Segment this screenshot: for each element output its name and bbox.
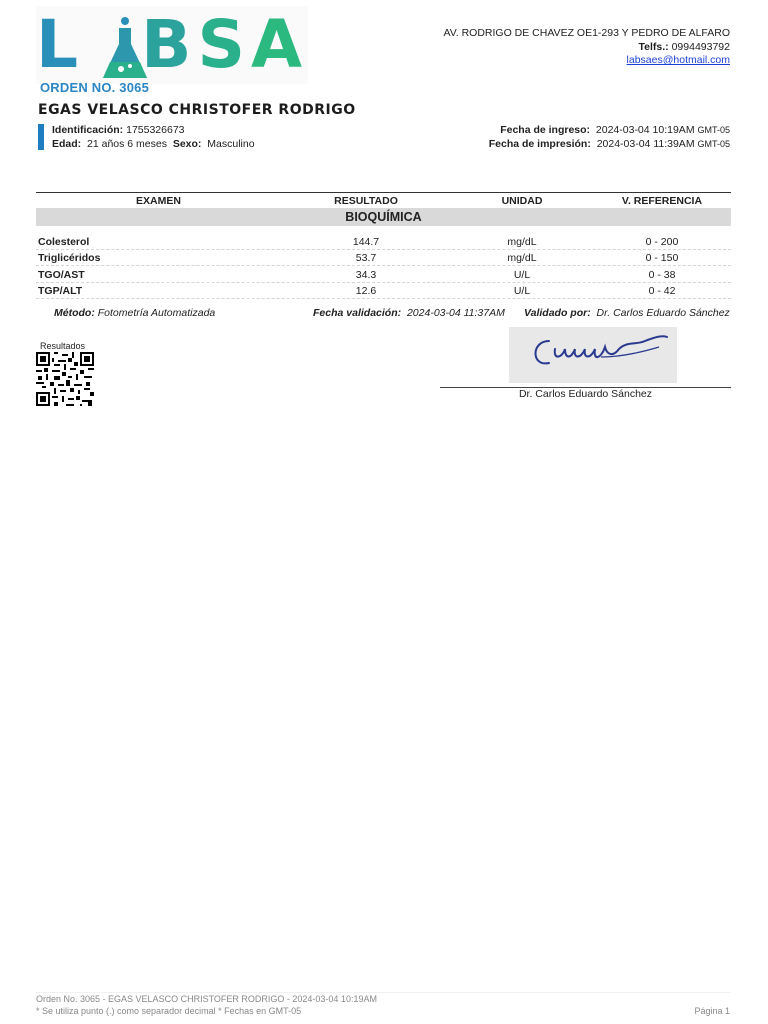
exam-unit: U/L [513,269,531,281]
id-label: Identificación: [52,124,124,136]
col-referencia: V. REFERENCIA [621,195,703,207]
method-label: Método: [54,307,95,319]
table-row [36,233,731,250]
accent-bar [38,124,44,150]
exam-result: 53.7 [355,252,377,264]
lab-address: AV. RODRIGO DE CHAVEZ OE1-293 Y PEDRO DE ALFARO [443,27,730,39]
impresion-tz: GMT-05 [697,138,730,149]
signature-image [509,327,677,383]
ingreso-label: Fecha de ingreso: [500,124,591,136]
method-info [54,307,215,319]
exam-unit: U/L [513,285,531,297]
exam-name: Triglicéridos [38,252,101,264]
lab-contact [443,27,730,68]
table-row [36,282,731,299]
exam-result: 144.7 [352,236,380,248]
sex-label: Sexo: [172,137,202,150]
col-examen: EXAMEN [136,195,181,207]
footer-line-1: Orden No. 3065 - EGAS VELASCO CHRISTOFER RODRIGO - 2024-03-04 10:19AM [36,994,377,1004]
table-header [36,192,731,209]
exam-name: TGO/AST [38,269,85,281]
exam-reference: 0 - 38 [648,269,676,281]
order-number: ORDEN NO. 3065 [40,80,150,95]
lab-logo: L BSA [36,6,309,83]
footer-line-2: * Se utiliza punto (.) como separador decimal * Fechas en GMT-05 [36,1005,302,1016]
email-link[interactable]: labsaes@hotmail.com [626,54,730,66]
phone-number: 0994493792 [671,40,730,53]
col-resultado: RESULTADO [334,195,398,207]
footer [36,994,377,1017]
validated-by-label: Validado por: [524,307,591,319]
ingreso-value: 2024-03-04 10:19AM [595,124,695,136]
page-number: Página 1 [694,1006,730,1016]
age-label: Edad: [52,137,82,150]
age-value: 21 años 6 meses [87,137,167,150]
qr-code[interactable] [36,352,94,406]
flask-icon [99,14,151,82]
exam-reference: 0 - 200 [645,236,679,248]
table-row [36,249,731,266]
exam-reference: 0 - 42 [648,285,676,297]
method-value: Fotometría Automatizada [97,307,216,319]
sex-value: Masculino [207,137,255,150]
exam-name: TGP/ALT [38,285,83,297]
validation-date-value: 2024-03-04 11:37AM [406,307,505,319]
exam-result: 34.3 [355,269,377,281]
impresion-label: Fecha de impresión: [488,137,591,150]
impresion-value: 2024-03-04 11:39AM [596,137,695,150]
col-unidad: UNIDAD [501,195,543,207]
signature-name: Dr. Carlos Eduardo Sánchez [518,388,653,400]
validated-by-value: Dr. Carlos Eduardo Sánchez [596,307,730,319]
id-value: 1755326673 [126,124,185,136]
exam-result: 12.6 [355,285,377,297]
patient-info [52,124,255,151]
exam-unit: mg/dL [507,236,537,248]
phone-label: Telfs.: [638,40,669,53]
exam-unit: mg/dL [507,252,537,264]
validation-date-label: Fecha validación: [313,307,402,319]
signature-scribble [509,327,677,383]
patient-name: EGAS VELASCO CHRISTOFER RODRIGO [38,102,356,118]
qr-label: Resultados [40,341,86,351]
dates-block [489,124,730,151]
validation-date [313,307,505,319]
table-row [36,266,731,283]
section-title: BIOQUÍMICA [36,208,731,226]
validated-by [524,307,730,319]
ingreso-tz: GMT-05 [697,125,730,135]
exam-reference: 0 - 150 [645,252,679,264]
exam-name: Colesterol [38,236,90,248]
footer-divider [36,992,731,993]
